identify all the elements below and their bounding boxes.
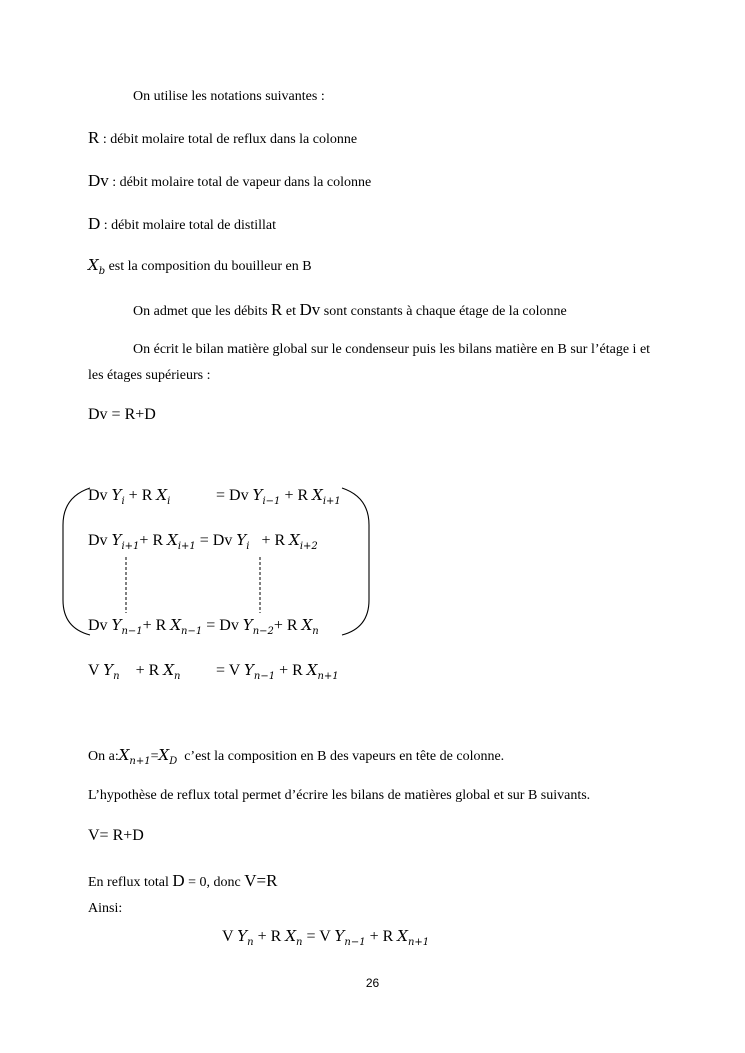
system-eq-1-rhs: = Dv $Y_{i-1} + R$ $X_{i+1}$ bbox=[216, 486, 341, 507]
admit-dv: Dv bbox=[299, 300, 321, 319]
bilan-line-2: les étages supérieurs : bbox=[88, 368, 211, 383]
symbol-x-sub: b bbox=[98, 266, 106, 277]
system-eq-3: Dv $Y_{n-1}+ R$ $X_{n-1} = Dv$ $Y_{n-2}+ R$ $X_n$ bbox=[88, 616, 319, 637]
symbol-r: R bbox=[88, 128, 100, 147]
equation-global: Dv = R+D bbox=[88, 406, 156, 423]
def-xb bbox=[88, 258, 312, 277]
admit-post: sont constants à chaque étage de la colonne bbox=[320, 304, 567, 319]
reflux-line: En reflux total D = 0, donc V=R bbox=[88, 871, 278, 890]
symbol-d: D bbox=[88, 214, 101, 233]
left-bracket bbox=[63, 488, 90, 635]
equation-v: V $Y_n$ + R $X_n$ bbox=[88, 661, 181, 682]
admit-line bbox=[133, 301, 567, 319]
final-equation: V $Y_n + R$ $X_n = V$ $Y_{n-1} + R$ $X_{n+1}$ bbox=[222, 927, 430, 948]
admit-pre: On admet que les débits bbox=[133, 304, 272, 319]
def-d bbox=[88, 215, 276, 233]
ainsi-text: Ainsi: bbox=[88, 901, 123, 916]
hypothese-line: L’hypothèse de reflux total permet d’écrire les bilans de matières global et sur B suivants. bbox=[88, 788, 591, 803]
page-number: 26 bbox=[365, 976, 380, 990]
def-dv bbox=[88, 172, 371, 190]
equation-v2: V= R+D bbox=[88, 827, 144, 844]
intro-text: On utilise les notations suivantes : bbox=[133, 89, 325, 104]
def-r bbox=[88, 129, 357, 147]
def-dv-text: : débit molaire total de vapeur dans la colonne bbox=[108, 175, 372, 190]
def-r-text: : débit molaire total de reflux dans la colonne bbox=[99, 132, 358, 147]
symbol-x: X bbox=[88, 256, 99, 274]
admit-r: R bbox=[271, 300, 283, 319]
symbol-dv: Dv bbox=[88, 171, 109, 190]
def-d-text: : débit molaire total de distillat bbox=[100, 218, 277, 233]
bilan-line-1: On écrit le bilan matière global sur le condenseur puis les bilans matière en B sur l’étage i et bbox=[133, 342, 651, 357]
right-bracket bbox=[342, 488, 369, 635]
system-eq-2: Dv $Y_{i+1}+ R$ $X_{i+1} = Dv$ $Y_i + R$ $X_{i+2}$ bbox=[88, 531, 318, 552]
system-eq-1: Dv $Y_i + R$ $X_i$ bbox=[88, 486, 171, 507]
def-xb-text: est la composition du bouilleur en B bbox=[105, 259, 312, 274]
admit-mid: et bbox=[282, 304, 300, 319]
equation-v-rhs: = V $Y_{n-1} + R$ $X_{n+1}$ bbox=[216, 661, 339, 682]
ona-line: On $a:X_{n+1}=X_D$ c’est la composition en B des vapeurs en tête de colonne. bbox=[88, 746, 505, 767]
